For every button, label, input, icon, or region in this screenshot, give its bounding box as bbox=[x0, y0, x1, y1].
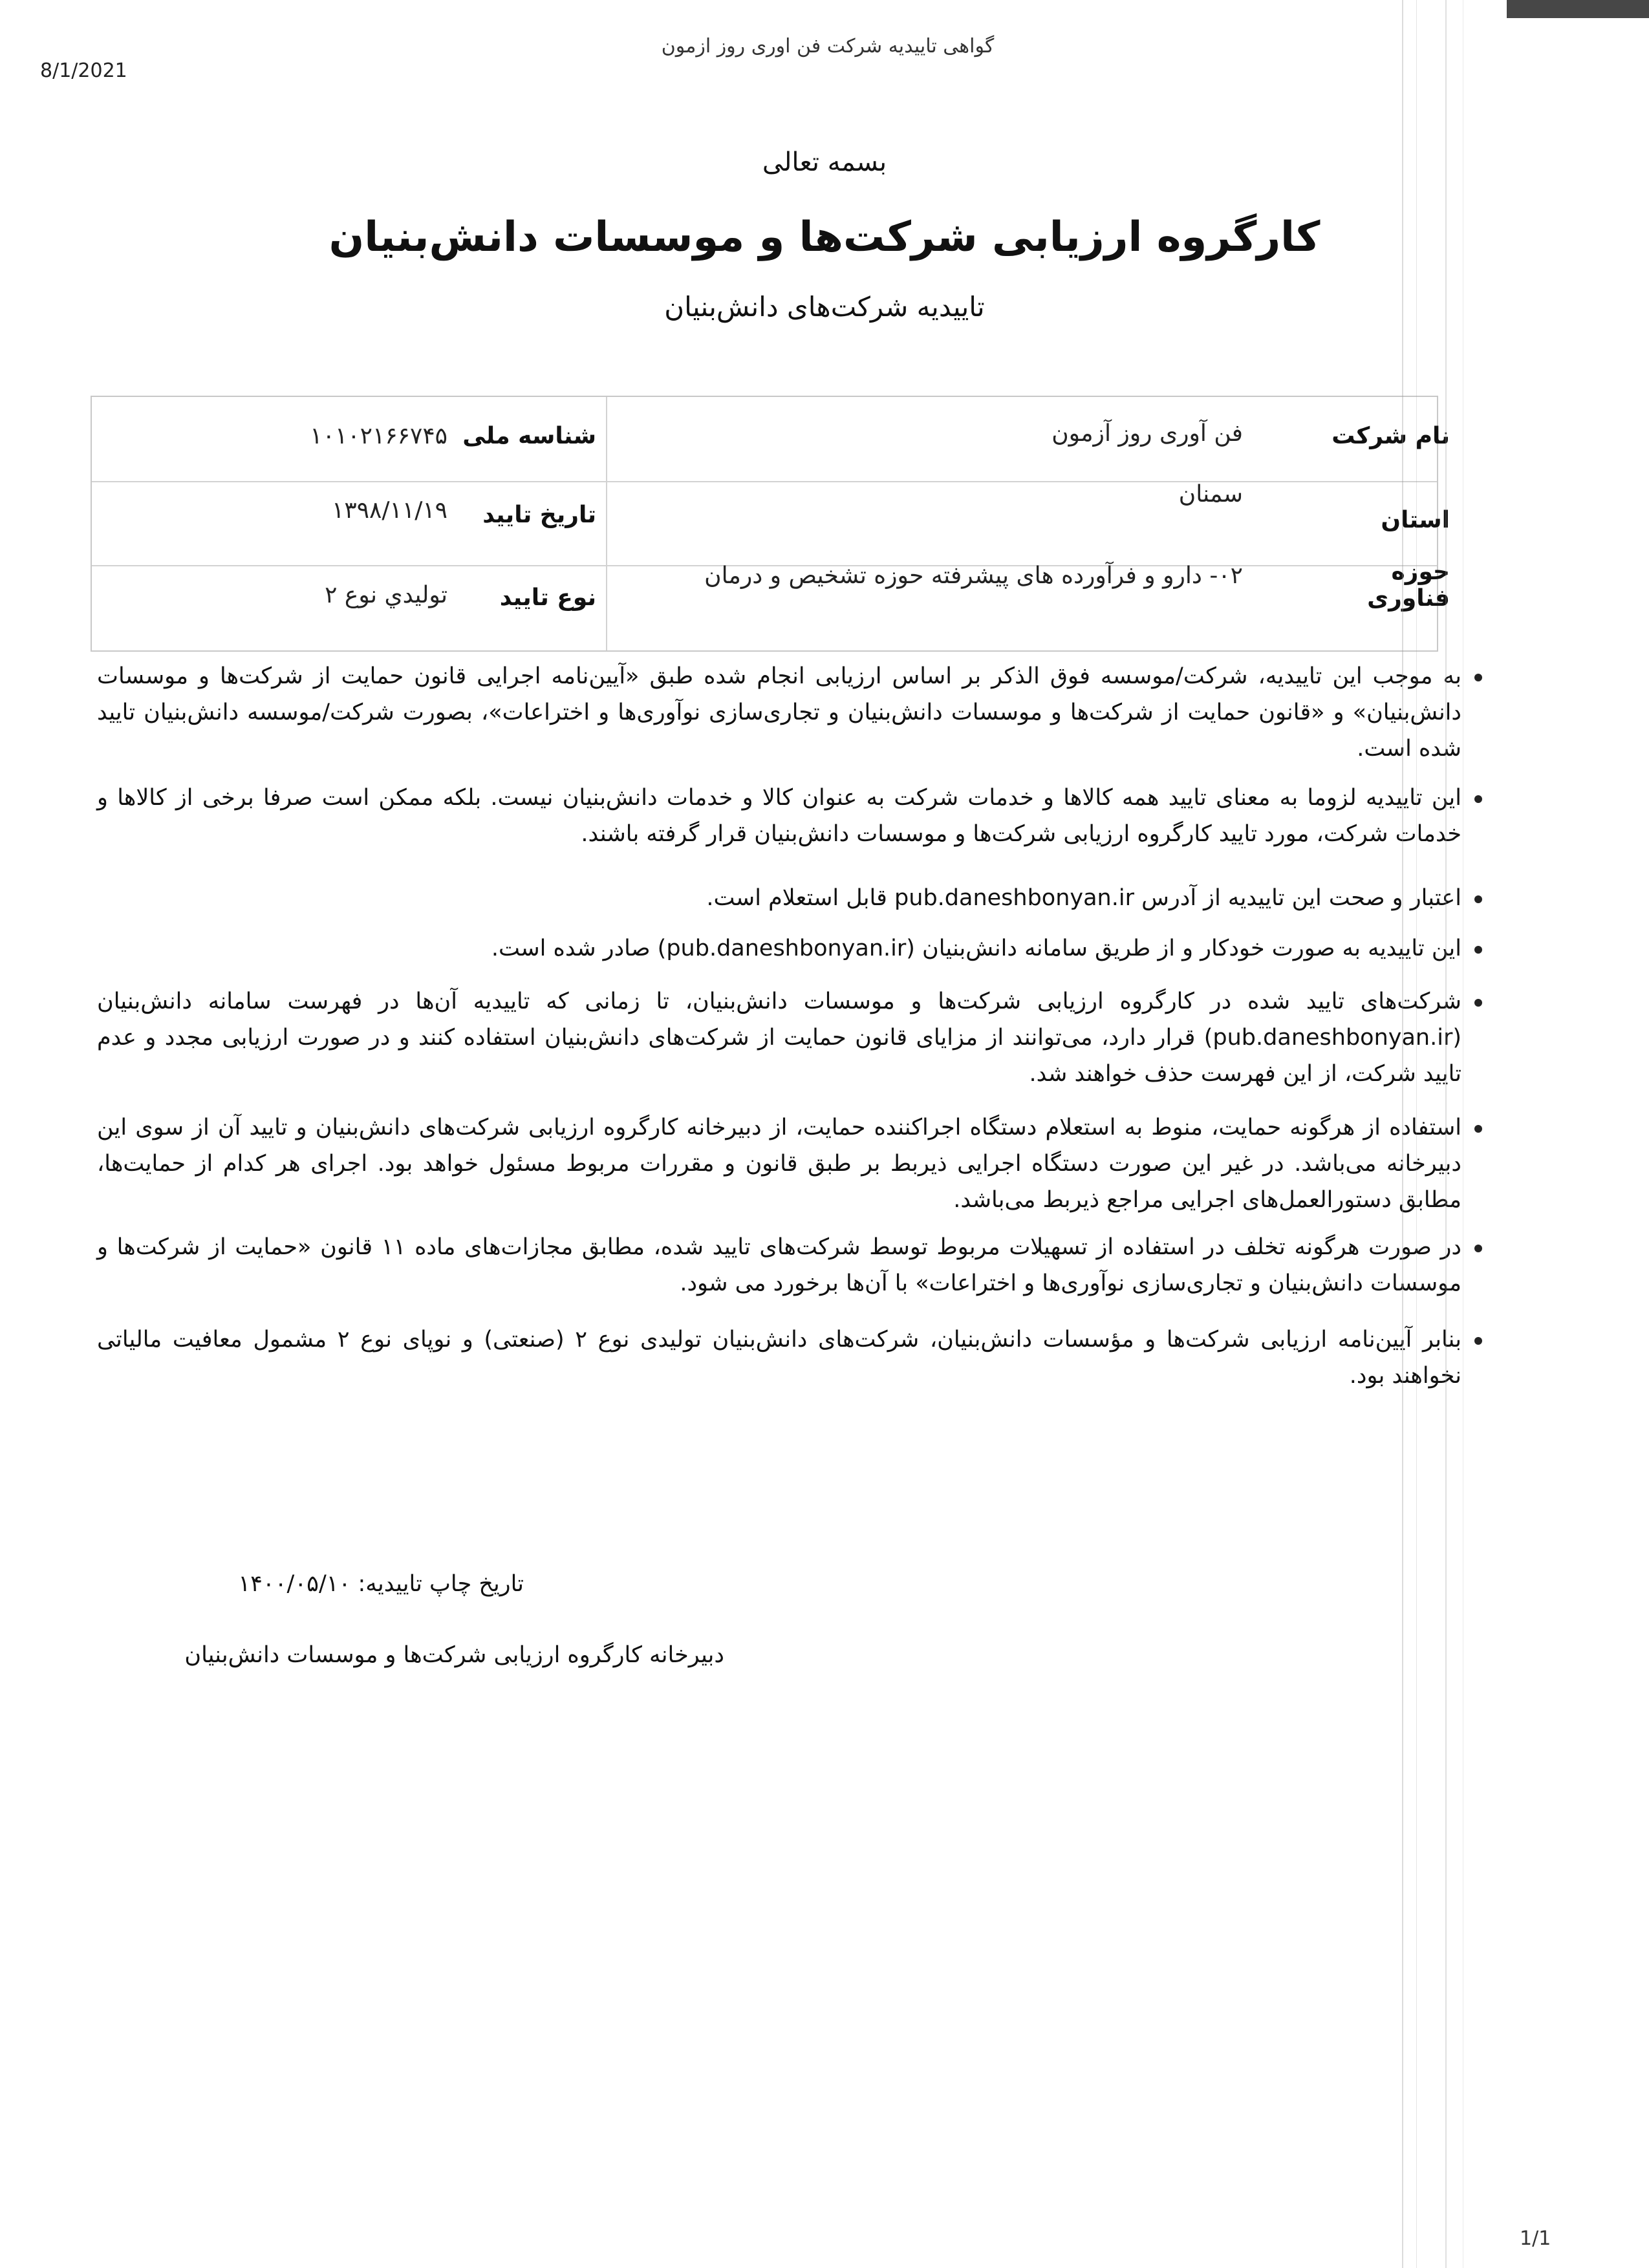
paragraph: در صورت هرگونه تخلف در استفاده از تسهیلات مربوط توسط شرکت‌های تایید شده، مطابق مجازات‌های ماده ۱۱ قانون «حمایت از شرکت‌ها و موسسات دانش‌بنیان و تجاری‌سازی نوآوری‌ها و اختراعات» با آن‌ها برخورد می شود. bbox=[97, 1234, 1461, 1296]
paragraph: به موجب این تاییدیه، شرکت/موسسه فوق الذکر بر اساس ارزیابی انجام شده طبق «آیین‌نامه اجرایی قانون حمایت از شرکت‌ها و موسسات دانش‌بنیان» و «قانون حمایت از شرکت‌ها و موسسات دانش‌بنیان و تجاری‌سازی نوآوری‌ها و اختراعات»، بصورت شرکت/موسسه دانش‌بنیان تایید شده است. bbox=[97, 663, 1461, 762]
approval-date-label: تاریخ تایید bbox=[482, 502, 596, 528]
company-name-value: فن آوری روز آزمون bbox=[1051, 420, 1243, 447]
bullet-icon bbox=[1474, 674, 1482, 681]
company-name-label: نام شرکت bbox=[1331, 423, 1450, 449]
approval-type-label: نوع تایید bbox=[499, 584, 596, 611]
scan-edge-line bbox=[1445, 0, 1447, 2268]
company-info-table bbox=[91, 396, 1450, 652]
page-count: 1/1 bbox=[1520, 2227, 1551, 2250]
print-header-title: گواهی تاییدیه شرکت فن اوری روز ازمون bbox=[661, 35, 995, 58]
basmala: بسمه تعالی bbox=[762, 147, 887, 177]
document-subtitle: تاییدیه شرکت‌های دانش‌بنیان bbox=[664, 291, 985, 323]
certificate-print-date: تاریخ چاپ تاییدیه: ۱۴۰۰/۰۵/۱۰ bbox=[238, 1571, 524, 1597]
bullet-icon bbox=[1474, 1125, 1482, 1133]
bullet-icon bbox=[1474, 999, 1482, 1007]
table-divider bbox=[606, 397, 607, 650]
approval-type-value: توليدي نوع ۲ bbox=[325, 582, 447, 608]
paragraph: استفاده از هرگونه حمایت، منوط به استعلام دستگاه اجراکننده حمایت، از دبیرخانه کارگروه ارزیابی شرکت‌های دانش‌بنیان و تایید آن از سوی این دبیرخانه می‌باشد. در غیر این صورت دستگاه اجرایی ذیربط بر طبق قانون و مقررات مربوط مسئول خواهد بود. اجرای هر کدام از حمایت‌ها، مطابق دستورالعمل‌های اجرایی مراجع ذیربط می‌باشد. bbox=[97, 1115, 1461, 1213]
paragraph: بنابر آیین‌نامه ارزیابی شرکت‌ها و مؤسسات دانش‌بنیان، شرکت‌های دانش‌بنیان تولیدی نوع ۲ (صنعتی) و نوپای نوع ۲ مشمول معافیت مالیاتی نخواهند بود. bbox=[97, 1327, 1461, 1389]
bullet-icon bbox=[1474, 895, 1482, 903]
scan-edge-shadow bbox=[1507, 0, 1649, 18]
bullet-icon bbox=[1474, 1245, 1482, 1252]
national-id-value: ۱۰۱۰۲۱۶۶۷۴۵ bbox=[310, 423, 447, 449]
province-label: استان bbox=[1381, 507, 1450, 533]
paragraph: اعتبار و صحت این تاییدیه از آدرس pub.daneshbonyan.ir قابل استعلام است. bbox=[706, 885, 1461, 911]
paragraph: این تاییدیه به صورت خودکار و از طریق سامانه دانش‌بنیان (pub.daneshbonyan.ir) صادر شده است. bbox=[491, 936, 1461, 961]
national-id-label: شناسه ملی bbox=[462, 423, 596, 449]
bullet-icon bbox=[1474, 795, 1482, 803]
bullet-icon bbox=[1474, 1337, 1482, 1345]
paragraph: شرکت‌های تایید شده در کارگروه ارزیابی شرکت‌ها و موسسات دانش‌بنیان، تا زمانی که تاییدیه آن‌ها در فهرست سامانه دانش‌بنیان (pub.daneshbonyan.ir) قرار دارد، می‌توانند از مزایای قانون حمایت از شرکت‌های دانش‌بنیان استفاده کنند و در صورت ارزیابی مجدد و عدم تایید شرکت، از این فهرست حذف خواهند شد. bbox=[97, 989, 1461, 1087]
scan-edge-line bbox=[1416, 0, 1417, 2268]
tech-field-label: حوزه فناوری bbox=[1367, 559, 1450, 612]
approval-date-value: ۱۳۹۸/۱۱/۱۹ bbox=[332, 497, 447, 524]
paragraph: این تاییدیه لزوما به معنای تایید همه کالاها و خدمات شرکت به عنوان کالا و خدمات دانش‌بنیان نیست. بلکه ممکن است صرفا برخی از کالاها و خدمات شرکت، مورد تایید کارگروه ارزیابی شرکت‌ها و موسسات دانش‌بنیان قرار گرفته باشند. bbox=[97, 785, 1461, 847]
bullet-icon bbox=[1474, 946, 1482, 954]
scan-edge-line bbox=[1402, 0, 1403, 2268]
print-date: 8/1/2021 bbox=[40, 59, 127, 82]
secretariat-signature: دبیرخانه کارگروه ارزیابی شرکت‌ها و موسسات دانش‌بنیان bbox=[184, 1642, 724, 1668]
province-value: سمنان bbox=[1178, 481, 1243, 508]
document-title: کارگروه ارزیابی شرکت‌ها و موسسات دانش‌بنیان bbox=[329, 213, 1320, 261]
tech-field-value: ۰۲- دارو و فرآورده های پیشرفته حوزه تشخیص و درمان bbox=[704, 562, 1243, 589]
